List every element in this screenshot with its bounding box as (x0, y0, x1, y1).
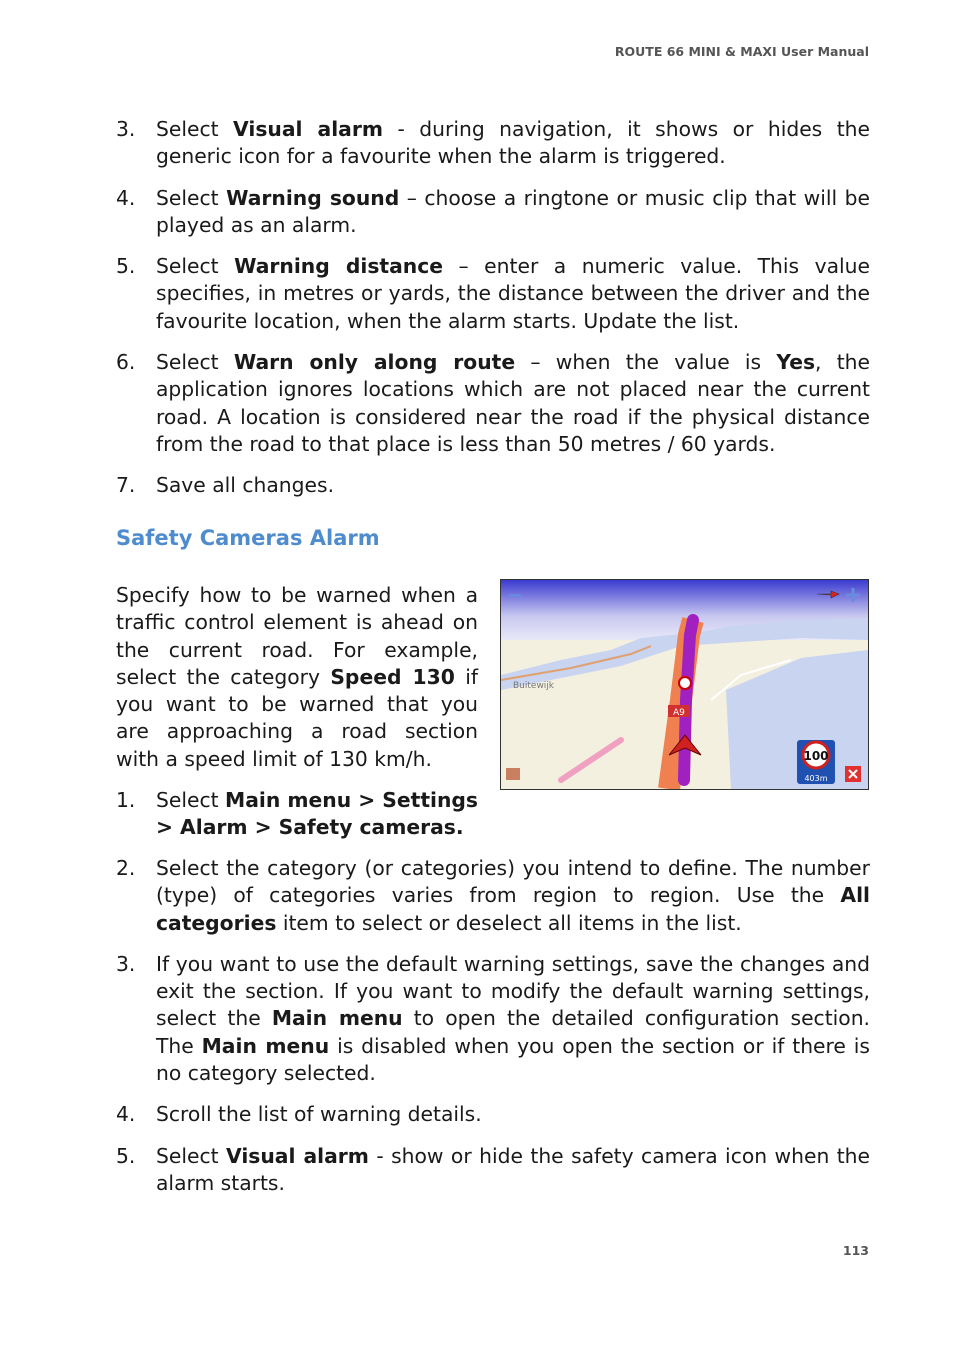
step-number: 4. (116, 185, 136, 210)
safety-steps-list (116, 787, 870, 856)
list-item: 4. Scroll the list of warning details. (116, 1101, 870, 1128)
safety-steps-list-continued (116, 855, 870, 1211)
road-label: A9 (673, 708, 685, 718)
intro-paragraph: Specify how to be warned when a traffic control element is ahead on the current road. For example, select the category Speed 130 if you want to be warned that you are approaching a road section with a speed limit of 130 km/h. (116, 583, 478, 771)
list-item: 3. If you want to use the default warning settings, save the changes and exit the section. If you want to modify the default warning settings, select the Main menu to open the detailed configuration section. The Main menu is disabled when you open the section or if there is no category selected. (116, 951, 871, 1086)
list-item: 7. Save all changes. (116, 472, 870, 499)
distance-value: 403m (804, 774, 828, 783)
list-item: 2. Select the category (or categories) you intend to define. The number (type) of categories varies from region to region. Use the All categories item to select or deselect all items in the list. (116, 856, 870, 935)
speed-camera-marker (679, 677, 691, 689)
place-label: Buitewijk (513, 681, 555, 691)
list-item: 5. Select Warning distance – enter a numeric value. This value specifies, in metres or yards, the distance between the driver and the favourite location, when the alarm starts. Update the list. (116, 254, 870, 333)
step-number: 7. (116, 473, 136, 498)
map-view (501, 580, 868, 789)
section-title: Safety Cameras Alarm (116, 526, 380, 550)
list-item: 3. Select Visual alarm - during navigation, it shows or hides the generic icon for a favourite when the alarm is triggered. (116, 117, 870, 169)
running-header: ROUTE 66 MINI & MAXI User Manual (614, 44, 869, 59)
settings-steps-list (116, 116, 870, 514)
step-number: 5. (116, 254, 136, 279)
step-number: 1. (116, 788, 136, 812)
list-item: 1. Select Main menu > Settings > Alarm > Safety cameras. (116, 788, 478, 840)
step-number: 3. (116, 117, 136, 141)
step-number: 6. (116, 350, 136, 375)
menu-grid-icon[interactable] (506, 768, 520, 780)
navigation-map-screenshot (500, 579, 869, 790)
step-number: 4. (116, 1102, 136, 1127)
speed-limit-value: 100 (803, 749, 829, 763)
page-number: 113 (842, 1243, 869, 1258)
zoom-out-icon[interactable] (509, 594, 521, 597)
step-number: 2. (116, 856, 136, 880)
step-number: 3. (116, 951, 136, 976)
list-item: 4. Select Warning sound – choose a ringtone or music clip that will be played as an alarm. (116, 185, 870, 237)
list-item: 5. Select Visual alarm - show or hide the safety camera icon when the alarm starts. (116, 1143, 871, 1195)
list-item: 6. Select Warn only along route – when the value is Yes, the application ignores locations which are not placed near the current road. A location is considered near the road if the physical distance from the road to that place is less than 50 metres / 60 yards. (116, 350, 871, 456)
step-number: 5. (116, 1143, 136, 1168)
